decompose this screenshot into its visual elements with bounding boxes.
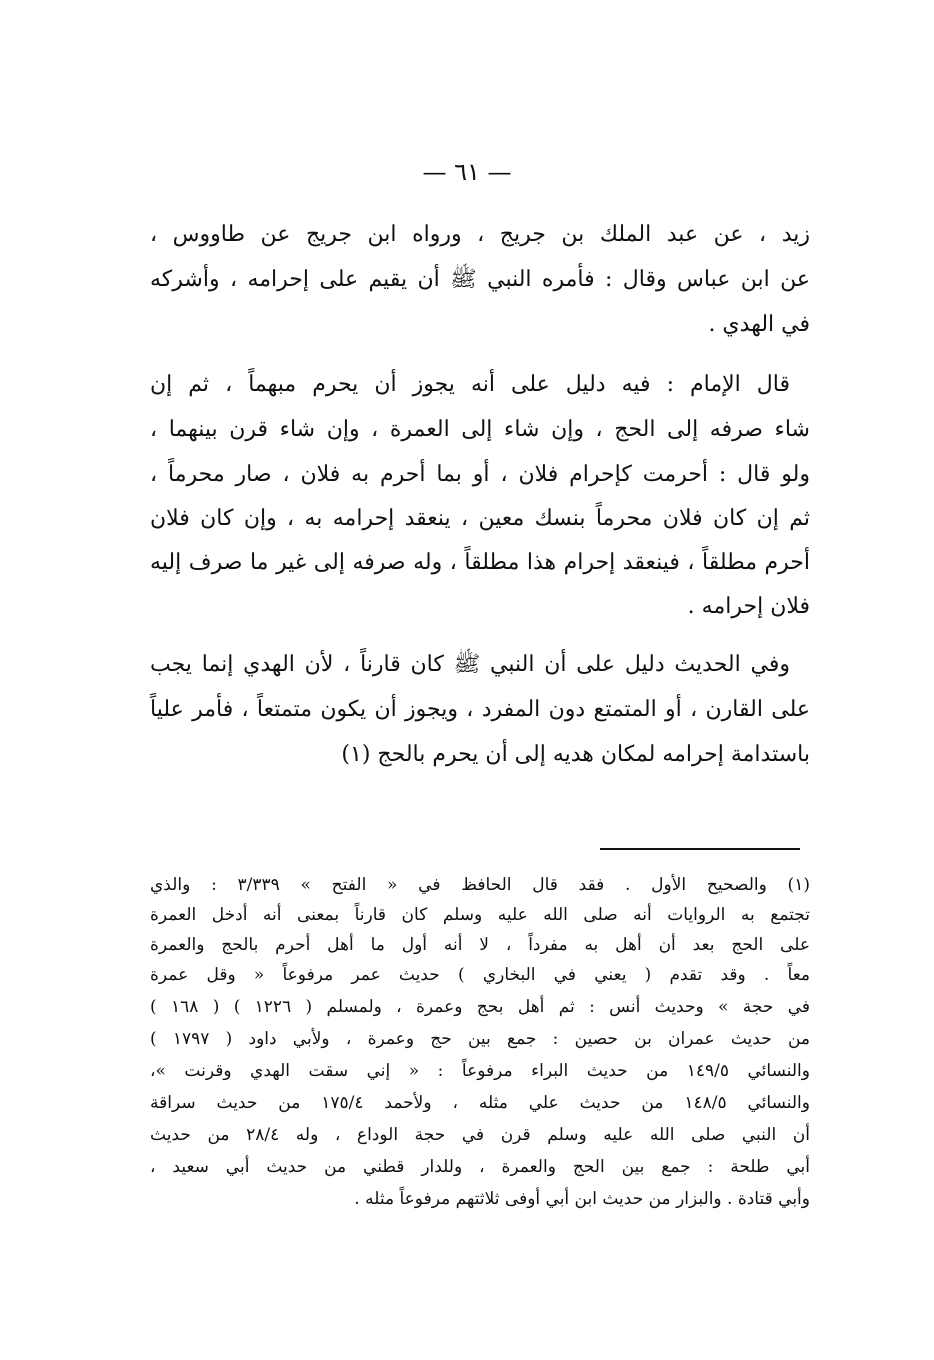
footnote-line: أبي طلحة : جمع بين الحج والعمرة ، وللدار قطني من حديث أبي سعيد ، [150, 1157, 810, 1177]
footnote-line: على الحج بعد أن أهل به مفرداً ، لا أنه أول ما أهل أحرم بالحج والعمرة [150, 935, 810, 955]
footnote-line: أن النبي صلى الله عليه وسلم قرن في حجة الوداع ، وله ٢٨/٤ من حديث [150, 1125, 811, 1145]
text-line: عن ابن عباس وقال : فأمره النبي ﷺ أن يقيم على إحرامه ، وأشركه [150, 267, 810, 292]
footnote-line: في حجة » وحديث أنس : ثم أهل بحج وعمرة ، ولمسلم ( ١٢٢٦ ) ( ١٦٨ ) [150, 997, 810, 1017]
footnote-line: والنسائي ١٤٩/٥ من حديث البراء مرفوعاً : « إني سقت الهدي وقرنت »، [150, 1061, 810, 1081]
text-line: ثم إن كان فلان محرماً بنسك معين ، ينعقد إحرامه به ، وإن كان فلان [150, 506, 810, 531]
footnote-line: والنسائي ١٤٨/٥ من حديث علي مثله ، ولأحمد ١٧٥/٤ من حديث سراقة [150, 1093, 810, 1113]
footnote-line: من حديث عمران بن حصين : جمع بين حج وعمرة ، ولأبي داود ( ١٧٩٧ ) [150, 1029, 810, 1049]
text-line: على القارن ، أو المتمتع دون المفرد ، ويجوز أن يكون متمتعاً ، فأمر علياً [150, 697, 810, 722]
text-line: أحرم مطلقاً ، فينعقد إحرام هذا مطلقاً ، وله صرفه إلى غير ما صرف إليه [150, 550, 810, 575]
footnote-line: وأبي قتادة . والبزار من حديث ابن أبي أوفى ثلاثتهم مرفوعاً مثله . [354, 1189, 810, 1209]
text-line: قال الإمام : فيه دليل على أنه يجوز أن يحرم مبهماً ، ثم إن [150, 372, 790, 397]
footnote-line: (١) والصحيح الأول . فقد قال الحافظ في « الفتح » ٣/٣٣٩ : والذي [150, 875, 810, 895]
page-number: — ٦١ — [422, 158, 512, 186]
text-line: وفي الحديث دليل على أن النبي ﷺ كان قارناً ، لأن الهدي إنما يجب [150, 652, 790, 677]
text-line: باستدامة إحرامه لمكان هديه إلى أن يحرم بالحج (١) [341, 742, 810, 767]
text-line: فلان إحرامه . [687, 594, 810, 619]
text-line: في الهدي . [708, 312, 810, 337]
footnote-line: تجتمع به الروايات أنه صلى الله عليه وسلم كان قارناً بمعنى أنه أدخل العمرة [150, 905, 810, 925]
footnote-divider [600, 848, 800, 850]
footnote-line: معاً . وقد تقدم ( يعني في البخاري ) حديث عمر مرفوعاً « وقل عمرة [150, 965, 810, 985]
text-line: ولو قال : أحرمت كإحرام فلان ، أو بما أحرم به فلان ، صار محرماً ، [150, 462, 810, 487]
text-line: شاء صرفه إلى الحج ، وإن شاء إلى العمرة ، وإن شاء قرن بينهما ، [150, 417, 810, 442]
text-line: زيد ، عن عبد الملك بن جريج ، ورواه ابن جريج عن طاووس ، [150, 222, 810, 247]
